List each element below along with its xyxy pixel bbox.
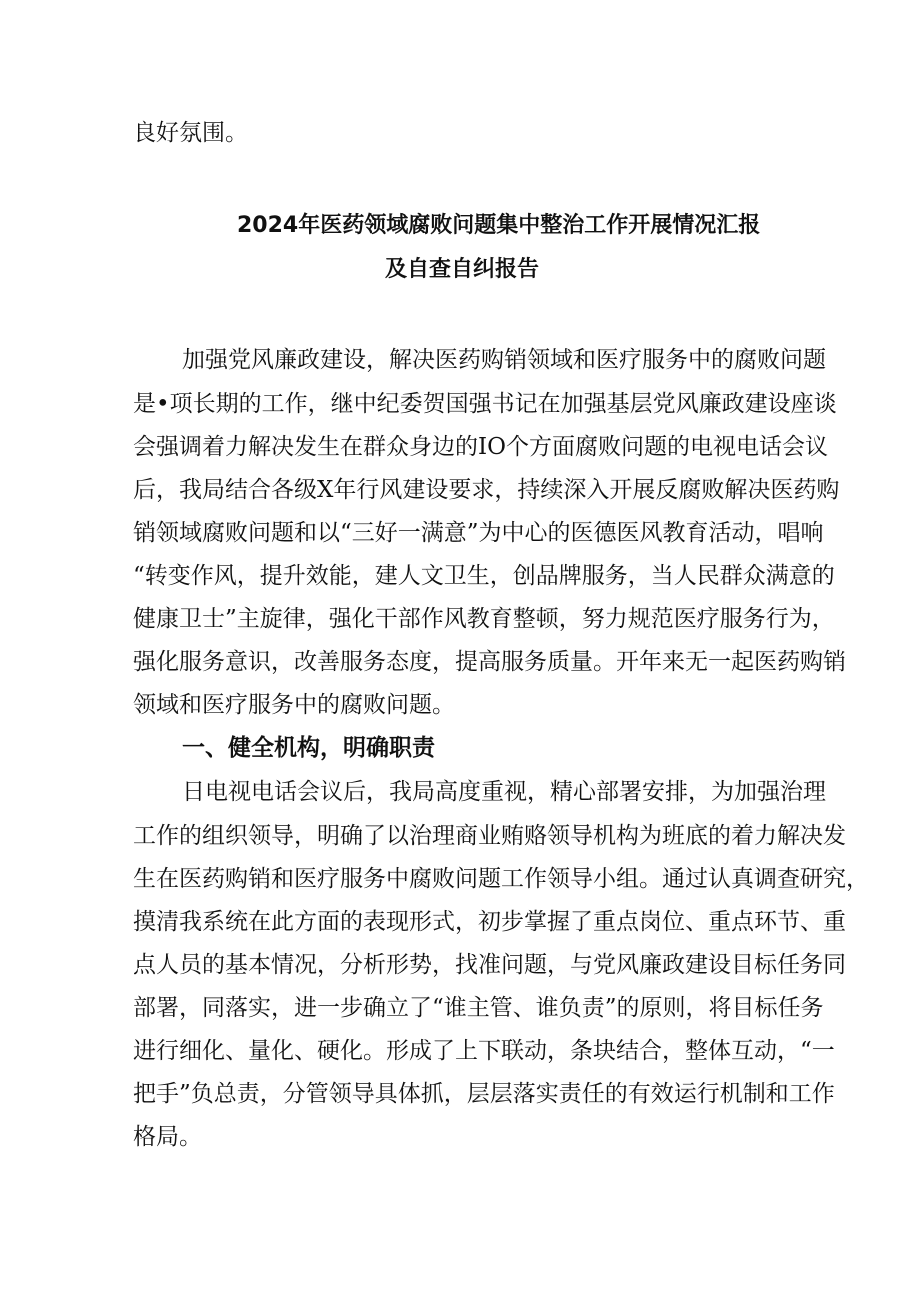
intro-line-4: 后，我局结合各级X年行风建设要求，持续深入开展反腐败解决医药购 (133, 477, 840, 503)
intro-line-2: 是•项长期的工作，继中纪委贺国强书记在加强基层党风廉政建设座谈 (133, 391, 837, 417)
section-1-line-5: 点人员的基本情况，分析形势，找准问题，与党风廉政建设目标任务同 (133, 952, 846, 978)
section-1-line-7: 进行细化、量化、硬化。形成了上下联动，条块结合，整体互动，“一 (133, 1038, 835, 1064)
section-1-line-9: 格局。 (133, 1124, 202, 1150)
section-1-line-3: 生在医药购销和医疗服务中腐败问题工作领导小组。通过认真调查研究， (133, 866, 869, 892)
report-title-line-2: 及自查自纠报告 (385, 257, 540, 282)
intro-line-8: 强化服务意识，改善服务态度，提高服务质量。开年来无一起医药购销 (133, 649, 846, 675)
section-1-heading: 一、健全机构，明确职责 (182, 735, 435, 761)
intro-line-3: 会强调着力解决发生在群众身边的IO个方面腐败问题的电视电话会议 (133, 434, 828, 460)
previous-paragraph-ending: 良好氛围。 (133, 120, 248, 146)
intro-line-9: 领域和医疗服务中的腐败问题。 (133, 692, 455, 718)
section-1-line-6: 部署，同落实，进一步确立了“谁主管、谁负责”的原则，将目标任务 (133, 995, 824, 1021)
report-title-line-1: 2024年医药领域腐败问题集中整治工作开展情况汇报 (237, 213, 761, 238)
section-1-line-8: 把手”负总责，分管领导具体抓，层层落实责任的有效运行机制和工作 (133, 1081, 835, 1107)
intro-line-1: 加强党风廉政建设，解决医药购销领域和医疗服务中的腐败问题 (182, 347, 826, 373)
section-1-line-2: 工作的组织领导，明确了以治理商业贿赂领导机构为班底的着力解决发 (133, 823, 846, 849)
intro-line-7: 健康卫士”主旋律，强化干部作风教育整顿，努力规范医疗服务行为， (133, 606, 835, 632)
section-1-line-1: 日电视电话会议后，我局高度重视，精心部署安排，为加强治理 (182, 779, 826, 805)
intro-line-6: “转变作风，提升效能，建人文卫生，创品牌服务，当人民群众满意的 (133, 563, 835, 589)
section-1-line-4: 摸清我系统在此方面的表现形式，初步掌握了重点岗位、重点环节、重 (133, 909, 846, 935)
intro-line-5: 销领域腐败问题和以“三好一满意”为中心的医德医风教育活动，唱响 (133, 520, 824, 546)
